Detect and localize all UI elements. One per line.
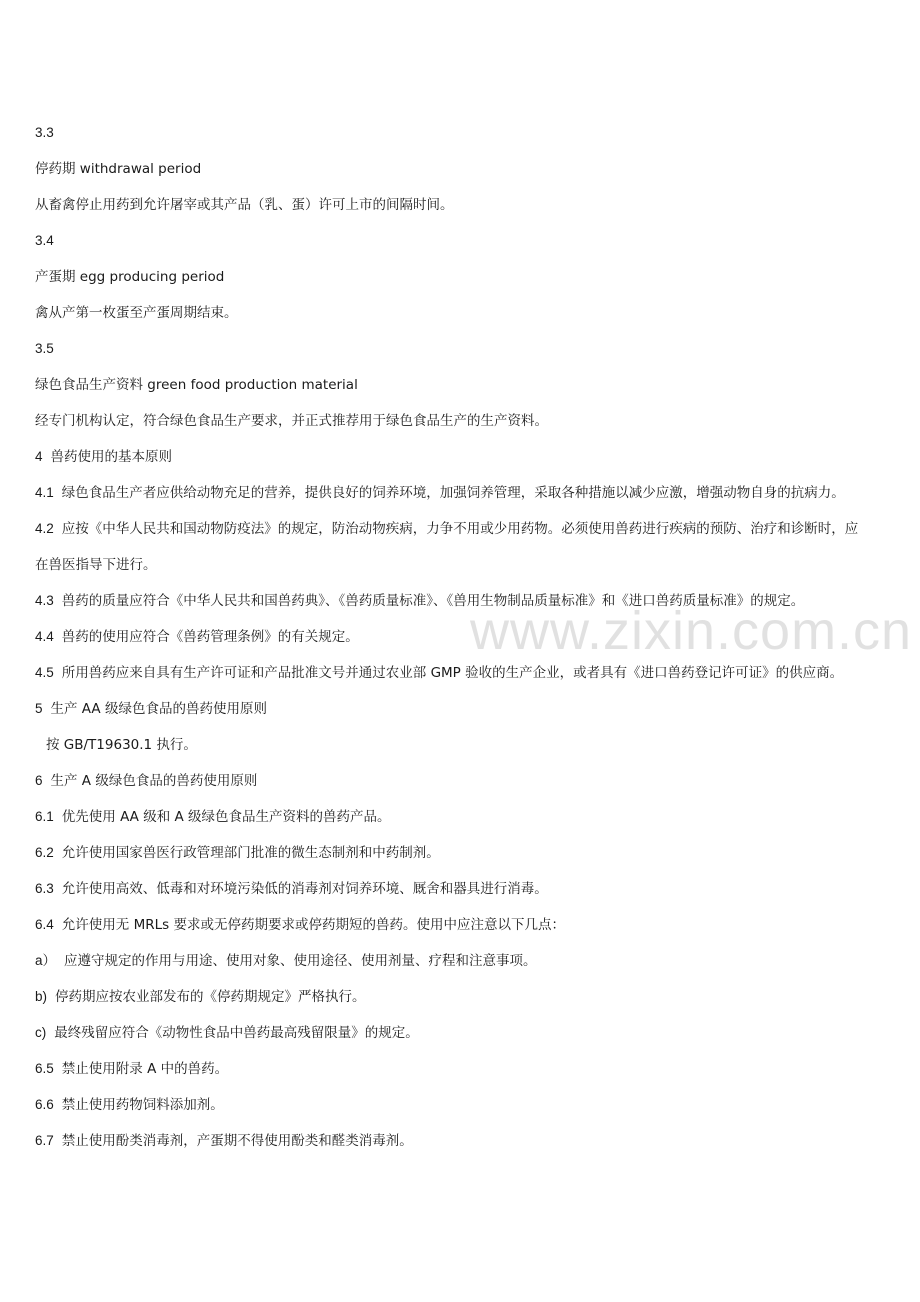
line-text: 允许使用高效、低毒和对环境污染低的消毒剂对饲养环境、厩舍和器具进行消毒。	[61, 881, 548, 897]
section-number: 5	[35, 701, 43, 716]
text-line	[35, 1059, 228, 1079]
line-text: 从畜禽停止用药到允许屠宰或其产品（乳、蛋）许可上市的间隔时间。	[35, 197, 454, 213]
section-number: 3.4	[35, 233, 54, 248]
text-line	[35, 807, 391, 827]
watermark: www.zixin.com.cn	[470, 601, 913, 661]
section-number: 4.5	[35, 665, 54, 680]
line-text: 停药期 withdrawal period	[35, 161, 202, 177]
text-line	[35, 519, 858, 539]
text-line	[35, 915, 565, 935]
line-text: 按 GB/T19630.1 执行。	[46, 737, 197, 753]
line-text: 停药期应按农业部发布的《停药期规定》严格执行。	[55, 989, 366, 1005]
line-text: 产蛋期 egg producing period	[35, 269, 225, 285]
text-line	[35, 663, 843, 683]
text-line	[35, 699, 267, 719]
text-line	[35, 231, 62, 251]
section-number: 3.5	[35, 341, 54, 356]
line-text: 绿色食品生产者应供给动物充足的营养，提供良好的饲养环境，加强饲养管理，采取各种措施以减少应激，增强动物自身的抗病力。	[61, 485, 845, 501]
text-line	[35, 1131, 413, 1151]
text-line	[35, 123, 62, 143]
section-number: 6.5	[35, 1061, 54, 1076]
section-number: a）	[35, 953, 57, 968]
text-line	[35, 771, 257, 791]
section-number: 6.7	[35, 1133, 54, 1148]
section-number: b)	[35, 989, 48, 1004]
section-number: 3.3	[35, 125, 54, 140]
text-line	[35, 1023, 419, 1043]
section-number: 4.4	[35, 629, 54, 644]
text-line	[35, 627, 359, 647]
line-text: 允许使用国家兽医行政管理部门批准的微生态制剂和中药制剂。	[61, 845, 440, 861]
text-line	[35, 843, 440, 863]
section-number: 6.1	[35, 809, 54, 824]
section-number: 6.4	[35, 917, 54, 932]
line-text: 兽药使用的基本原则	[50, 449, 173, 465]
section-number: c)	[35, 1025, 47, 1040]
text-line	[35, 195, 454, 215]
section-number: 4.1	[35, 485, 54, 500]
text-line	[35, 879, 548, 899]
text-line	[35, 1095, 224, 1115]
text-line	[35, 303, 238, 323]
section-number: 4	[35, 449, 43, 464]
line-text: 优先使用 AA 级和 A 级绿色食品生产资料的兽药产品。	[61, 809, 391, 825]
line-text: 生产 AA 级绿色食品的兽药使用原则	[50, 701, 267, 717]
section-number: 4.3	[35, 593, 54, 608]
line-text: 绿色食品生产资料 green food production material	[35, 377, 358, 393]
text-line	[35, 375, 358, 395]
text-line	[35, 339, 62, 359]
line-text: 禁止使用酚类消毒剂，产蛋期不得使用酚类和醛类消毒剂。	[61, 1133, 413, 1149]
text-line	[35, 159, 201, 179]
line-text: 禽从产第一枚蛋至产蛋周期结束。	[35, 305, 238, 321]
line-text: 兽药的使用应符合《兽药管理条例》的有关规定。	[61, 629, 359, 645]
text-line	[35, 267, 224, 287]
text-line	[46, 735, 197, 755]
line-text: 禁止使用药物饲料添加剂。	[61, 1097, 224, 1113]
line-text: 允许使用无 MRLs 要求或无停药期要求或停药期短的兽药。使用中应注意以下几点：	[61, 917, 565, 933]
text-line	[35, 591, 804, 611]
section-number: 6.2	[35, 845, 54, 860]
line-text: 经专门机构认定，符合绿色食品生产要求，并正式推荐用于绿色食品生产的生产资料。	[35, 413, 548, 429]
section-number: 6	[35, 773, 43, 788]
section-number: 4.2	[35, 521, 54, 536]
section-number: 6.6	[35, 1097, 54, 1112]
line-text: 在兽医指导下进行。	[35, 557, 157, 573]
section-number: 6.3	[35, 881, 54, 896]
line-text: 生产 A 级绿色食品的兽药使用原则	[50, 773, 258, 789]
text-line	[35, 987, 366, 1007]
line-text: 应遵守规定的作用与用途、使用对象、使用途径、使用剂量、疗程和注意事项。	[64, 953, 537, 969]
text-line	[35, 447, 172, 467]
text-line	[35, 555, 157, 575]
line-text: 应按《中华人民共和国动物防疫法》的规定，防治动物疾病，力争不用或少用药物。必须使用兽药进行疾病的预防、治疗和诊断时，应	[61, 521, 859, 537]
line-text: 兽药的质量应符合《中华人民共和国兽药典》、《兽药质量标准》、《兽用生物制品质量标准》和《进口兽药质量标准》的规定。	[61, 593, 805, 609]
line-text: 禁止使用附录 A 中的兽药。	[61, 1061, 229, 1077]
text-line	[35, 951, 537, 971]
text-line	[35, 411, 548, 431]
text-line	[35, 483, 845, 503]
line-text: 所用兽药应来自具有生产许可证和产品批准文号并通过农业部 GMP 验收的生产企业，或者具有《进口兽药登记许可证》的供应商。	[61, 665, 844, 681]
line-text: 最终残留应符合《动物性食品中兽药最高残留限量》的规定。	[54, 1025, 419, 1041]
